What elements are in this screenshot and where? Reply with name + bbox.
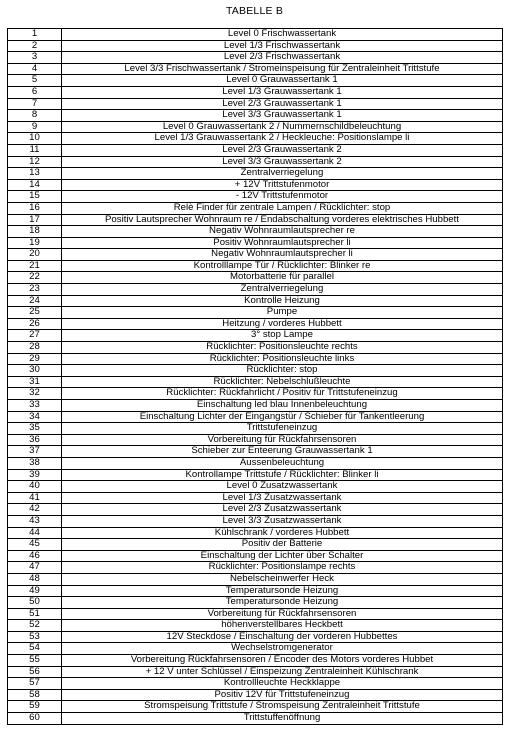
row-number-cell: 25 [8,307,62,319]
row-description-cell: Level 1/3 Zusatzwassertank [62,492,503,504]
table-row [8,307,503,319]
row-number-cell: 48 [8,573,62,585]
row-description-cell: Vorbereitung für Rückfahrsensoren [62,434,503,446]
row-description-cell: Einschaltung der Lichter über Schalter [62,550,503,562]
row-number-cell: 18 [8,226,62,238]
table-row [8,573,503,585]
row-description-cell: Rücklichter: Nebelschlußleuchte [62,376,503,388]
table-row [8,40,503,52]
row-description-cell: Rücklichter: Positionsleuchte rechts [62,342,503,354]
table-row [8,52,503,64]
table-row [8,631,503,643]
row-description-cell: Positiv 12V für Trittstufeneinzug [62,689,503,701]
row-description-cell: Rücklichter: Rückfahrlicht / Positiv für Trittstufeneinzug [62,388,503,400]
row-description-cell: höhenverstellbares Heckbett [62,620,503,632]
page-title: TABELLE B [225,5,284,17]
row-number-cell: 51 [8,608,62,620]
row-number-cell: 39 [8,469,62,481]
table-row [8,469,503,481]
row-description-cell: Trittstufeneinzug [62,423,503,435]
table-row [8,179,503,191]
row-description-cell: Vorbereitung für Rückfahrsensoren [62,608,503,620]
table-row [8,226,503,238]
row-description-cell: Zentralverriegelung [62,284,503,296]
table-body [8,29,503,725]
table-row [8,585,503,597]
row-description-cell: Temperatursonde Heizung [62,585,503,597]
row-description-cell: Stromspeisung Trittstufe / Stromspeisung Zentraleinheit Trittstufe [62,701,503,713]
row-number-cell: 57 [8,678,62,690]
table-row [8,388,503,400]
row-number-cell: 29 [8,353,62,365]
row-description-cell: Positiv Lautsprecher Wohnraum re / Endabschaltung vorderes elektrisches Hubbett [62,214,503,226]
row-number-cell: 9 [8,121,62,133]
table-row [8,655,503,667]
row-number-cell: 59 [8,701,62,713]
table-row [8,202,503,214]
row-description-cell: Kontrollampe Trittstufe / Rücklichter: Blinker li [62,469,503,481]
row-number-cell: 1 [8,29,62,41]
row-description-cell: + 12V Trittstufenmotor [62,179,503,191]
row-number-cell: 23 [8,284,62,296]
row-number-cell: 7 [8,98,62,110]
table-row [8,492,503,504]
row-number-cell: 14 [8,179,62,191]
row-description-cell: Schieber zur Enteerung Grauwassertank 1 [62,446,503,458]
row-description-cell: Trittstuffenöffnung [62,713,503,725]
row-description-cell: Kontrolllampe Tür / Rücklichter: Blinker re [62,260,503,272]
row-number-cell: 60 [8,713,62,725]
table-row [8,689,503,701]
row-description-cell: Rücklichter: Positionslampe rechts [62,562,503,574]
row-description-cell: Level 2/3 Frischwassertank [62,52,503,64]
row-description-cell: Rücklichter: stop [62,365,503,377]
table-row [8,620,503,632]
row-number-cell: 54 [8,643,62,655]
row-number-cell: 11 [8,144,62,156]
table-row [8,121,503,133]
row-number-cell: 27 [8,330,62,342]
row-number-cell: 37 [8,446,62,458]
table-row [8,423,503,435]
row-number-cell: 52 [8,620,62,632]
row-number-cell: 58 [8,689,62,701]
row-description-cell: Level 1/3 Grauwassertank 1 [62,86,503,98]
table-row [8,562,503,574]
row-description-cell: 3° stop Lampe [62,330,503,342]
table-row [8,457,503,469]
row-number-cell: 38 [8,457,62,469]
table-row [8,249,503,261]
row-number-cell: 6 [8,86,62,98]
row-description-cell: Level 3/3 Zusatzwassertank [62,515,503,527]
table-row [8,666,503,678]
row-number-cell: 2 [8,40,62,52]
row-number-cell: 56 [8,666,62,678]
table-row [8,272,503,284]
row-number-cell: 13 [8,168,62,180]
row-description-cell: 12V Steckdose / Einschaltung der vorderen Hubbettes [62,631,503,643]
table-row [8,98,503,110]
table-row [8,318,503,330]
row-number-cell: 24 [8,295,62,307]
row-description-cell: Level 1/3 Grauwassertank 2 / Heckleuche: Positionslampe li [62,133,503,145]
table-row [8,434,503,446]
table-row [8,237,503,249]
row-description-cell: Negativ Wohnraumlautsprecher re [62,226,503,238]
table-row [8,446,503,458]
row-description-cell: Negativ Wohnraumlautsprecher li [62,249,503,261]
table-row [8,608,503,620]
row-description-cell: Relè Finder für zentrale Lampen / Rücklichter: stop [62,202,503,214]
table-row [8,597,503,609]
row-description-cell: Rücklichter: Positionsleuchte links [62,353,503,365]
table-row [8,110,503,122]
row-number-cell: 44 [8,527,62,539]
table-row [8,643,503,655]
row-number-cell: 19 [8,237,62,249]
table-row [8,295,503,307]
row-number-cell: 40 [8,481,62,493]
table-row [8,411,503,423]
table-row [8,376,503,388]
row-description-cell: Kontrolle Heizung [62,295,503,307]
row-description-cell: Zentralverriegelung [62,168,503,180]
row-number-cell: 28 [8,342,62,354]
table-row [8,214,503,226]
row-number-cell: 41 [8,492,62,504]
row-description-cell: Level 1/3 Frischwassertank [62,40,503,52]
table-row [8,504,503,516]
row-description-cell: Einschaltung Lichter der Eingangstür / Schieber für Tankentleerung [62,411,503,423]
row-number-cell: 16 [8,202,62,214]
row-number-cell: 43 [8,515,62,527]
table-row [8,284,503,296]
table-row [8,63,503,75]
row-description-cell: Level 2/3 Zusatzwassertank [62,504,503,516]
row-number-cell: 26 [8,318,62,330]
row-number-cell: 17 [8,214,62,226]
table-row [8,86,503,98]
row-description-cell: Motorbatterie für parallel [62,272,503,284]
row-description-cell: - 12V Trittstufenmotor [62,191,503,203]
table-row [8,365,503,377]
table-row [8,168,503,180]
row-description-cell: Level 3/3 Grauwassertank 2 [62,156,503,168]
table-row [8,713,503,725]
row-number-cell: 31 [8,376,62,388]
row-number-cell: 15 [8,191,62,203]
row-number-cell: 12 [8,156,62,168]
row-description-cell: Pumpe [62,307,503,319]
row-number-cell: 5 [8,75,62,87]
row-number-cell: 55 [8,655,62,667]
row-number-cell: 8 [8,110,62,122]
row-description-cell: Level 2/3 Grauwassertank 1 [62,98,503,110]
row-number-cell: 3 [8,52,62,64]
row-number-cell: 20 [8,249,62,261]
row-number-cell: 42 [8,504,62,516]
row-description-cell: Aussenbeleuchtung [62,457,503,469]
row-description-cell: Positiv Wohnraumlautsprecher li [62,237,503,249]
row-description-cell: Kontrollleuchte Heckklappe [62,678,503,690]
row-number-cell: 21 [8,260,62,272]
table-row [8,29,503,41]
row-description-cell: Einschaltung led blau Innenbeleuchtung [62,400,503,412]
table-row [8,678,503,690]
row-description-cell: Kühlschrank / vorderes Hubbett [62,527,503,539]
row-description-cell: + 12 V unter Schlüssel / Einspeizung Zentraleinheit Kühlschrank [62,666,503,678]
row-number-cell: 46 [8,550,62,562]
row-number-cell: 34 [8,411,62,423]
row-number-cell: 35 [8,423,62,435]
table-row [8,400,503,412]
row-number-cell: 49 [8,585,62,597]
row-number-cell: 53 [8,631,62,643]
table-row [8,191,503,203]
row-description-cell: Nebelscheinwerfer Heck [62,573,503,585]
table-row [8,260,503,272]
table-row [8,156,503,168]
table-row [8,330,503,342]
row-number-cell: 45 [8,539,62,551]
table-row [8,133,503,145]
row-description-cell: Level 0 Grauwassertank 1 [62,75,503,87]
row-description-cell: Level 0 Frischwassertank [62,29,503,41]
row-number-cell: 33 [8,400,62,412]
table-row [8,353,503,365]
row-number-cell: 4 [8,63,62,75]
row-description-cell: Vorbereitung Rückfahrsensoren / Encoder des Motors vorderes Hubbet [62,655,503,667]
row-description-cell: Level 3/3 Frischwassertank / Stromeinspeisung für Zentraleinheit Trittstufe [62,63,503,75]
table-row [8,701,503,713]
row-description-cell: Level 3/3 Grauwassertank 1 [62,110,503,122]
row-description-cell: Level 0 Grauwassertank 2 / Nummernschildbeleuchtung [62,121,503,133]
row-description-cell: Wechselstromgenerator [62,643,503,655]
table-row [8,539,503,551]
row-description-cell: Temperatursonde Heizung [62,597,503,609]
table-row [8,75,503,87]
table-row [8,481,503,493]
row-description-cell: Level 0 Zusatzwassertank [62,481,503,493]
row-description-cell: Level 2/3 Grauwassertank 2 [62,144,503,156]
table-row [8,550,503,562]
row-description-cell: Heitzung / vorderes Hubbett [62,318,503,330]
table-row [8,527,503,539]
table-row [8,515,503,527]
row-number-cell: 36 [8,434,62,446]
row-description-cell: Positiv der Batterie [62,539,503,551]
tabelle-b-table [7,28,503,725]
row-number-cell: 30 [8,365,62,377]
table-row [8,144,503,156]
row-number-cell: 32 [8,388,62,400]
row-number-cell: 22 [8,272,62,284]
row-number-cell: 10 [8,133,62,145]
row-number-cell: 47 [8,562,62,574]
table-row [8,342,503,354]
row-number-cell: 50 [8,597,62,609]
